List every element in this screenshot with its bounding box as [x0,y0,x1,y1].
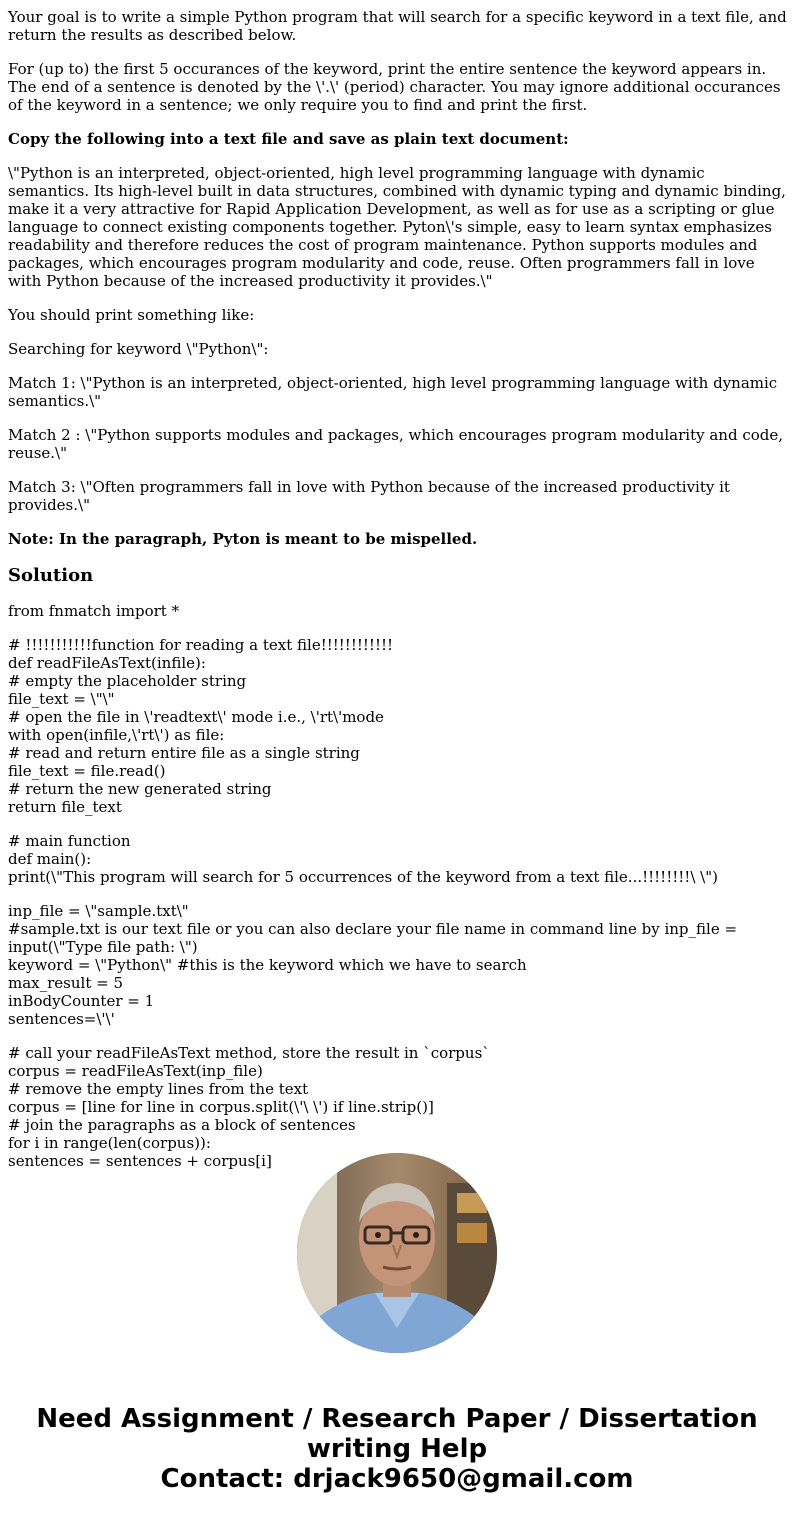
intro-paragraph-1: Your goal is to write a simple Python program that will search for a specific keyword in a text file, and return the results as described below. [8,8,787,44]
code-line: def main(): [8,850,92,868]
sample-text-paragraph: \"Python is an interpreted, object-oriented, high level programming language with dynamic semantics. Its high-level built in data structures, combined with dynamic typing and dynamic binding, make it a very attractive for Rapid Application Development, as well as for use as a scripting or glue language to connect existing components together. Pyton\'s simple, easy to learn syntax emphasizes readability and therefore reduces the cost of program maintenance. Python supports modules and packages, which encourages program modularity and code, reuse. Often programmers fall in love with Python because of the increased productivity it provides.\" [8,164,786,290]
code-line: # remove the empty lines from the text [8,1080,309,1098]
code-import-line: from fnmatch import * [8,602,180,620]
code-line: inp_file = \"sample.txt\" [8,902,189,920]
footer-line-2: writing Help [306,1434,488,1464]
code-line: corpus = [line for line in corpus.split(\'\ \') if line.strip()] [8,1098,434,1116]
note-text: Note: In the paragraph, Pyton is meant to be mispelled. [8,530,478,548]
code-line: #sample.txt is our text file or you can also declare your file name in command line by inp_file = input(\"Type file path: \") [8,920,742,956]
code-line: inBodyCounter = 1 [8,992,155,1010]
footer-line-1: Need Assignment / Research Paper / Dissertation [36,1404,758,1434]
intro-paragraph-2: For (up to) the first 5 occurances of the keyword, print the entire sentence the keyword appears in. The end of a sentence is denoted by the \'.\' (period) character. You may ignore additional occurances of the keyword in a sentence; we only require you to find and print the first. [8,60,781,114]
code-line: sentences = sentences + corpus[i] [8,1152,272,1170]
code-line: corpus = readFileAsText(inp_file) [8,1062,263,1080]
code-line: # !!!!!!!!!!!function for reading a text file!!!!!!!!!!!! [8,636,394,654]
code-line: # call your readFileAsText method, store the result in `corpus` [8,1044,490,1062]
code-line: file_text = \"\" [8,690,115,708]
match-3-text: Match 3: \"Often programmers fall in love with Python because of the increased productivity it provides.\" [8,478,730,514]
code-line: # main function [8,832,131,850]
code-block-variables [8,902,788,1028]
searching-text: Searching for keyword \"Python\": [8,340,269,358]
solution-heading: Solution [8,565,94,586]
code-line: # empty the placeholder string [8,672,247,690]
code-line: # join the paragraphs as a block of sentences [8,1116,356,1134]
code-line: # return the new generated string [8,780,272,798]
code-line: print(\"This program will search for 5 occurrences of the keyword from a text file...!!!!!!!!\ \") [8,868,718,886]
code-line: # read and return entire file as a single string [8,744,360,762]
code-line: sentences=\'\' [8,1010,115,1028]
code-line: with open(infile,\'rt\') as file: [8,726,225,744]
footer-promo [0,1404,794,1494]
footer-contact: Contact: drjack9650@gmail.com [160,1464,634,1494]
match-1-text: Match 1: \"Python is an interpreted, object-oriented, high level programming language with dynamic semantics.\" [8,374,778,410]
code-line: file_text = file.read() [8,762,166,780]
code-line: for i in range(len(corpus)): [8,1134,211,1152]
code-line: # open the file in \'readtext\' mode i.e., \'rt\'mode [8,708,384,726]
author-avatar [297,1153,497,1353]
code-line: max_result = 5 [8,974,124,992]
document-body [8,0,788,1186]
author-photo-illustration [297,1153,497,1353]
code-block-read-function [8,636,788,816]
code-line: def readFileAsText(infile): [8,654,206,672]
print-like-text: You should print something like: [8,306,255,324]
match-2-text: Match 2 : \"Python supports modules and packages, which encourages program modularity and code, reuse.\" [8,426,784,462]
code-line: return file_text [8,798,122,816]
code-block-main-function [8,832,788,886]
code-line: keyword = \"Python\" #this is the keyword which we have to search [8,956,527,974]
copy-instruction-heading: Copy the following into a text file and save as plain text document: [8,130,569,148]
code-block-corpus [8,1044,788,1170]
